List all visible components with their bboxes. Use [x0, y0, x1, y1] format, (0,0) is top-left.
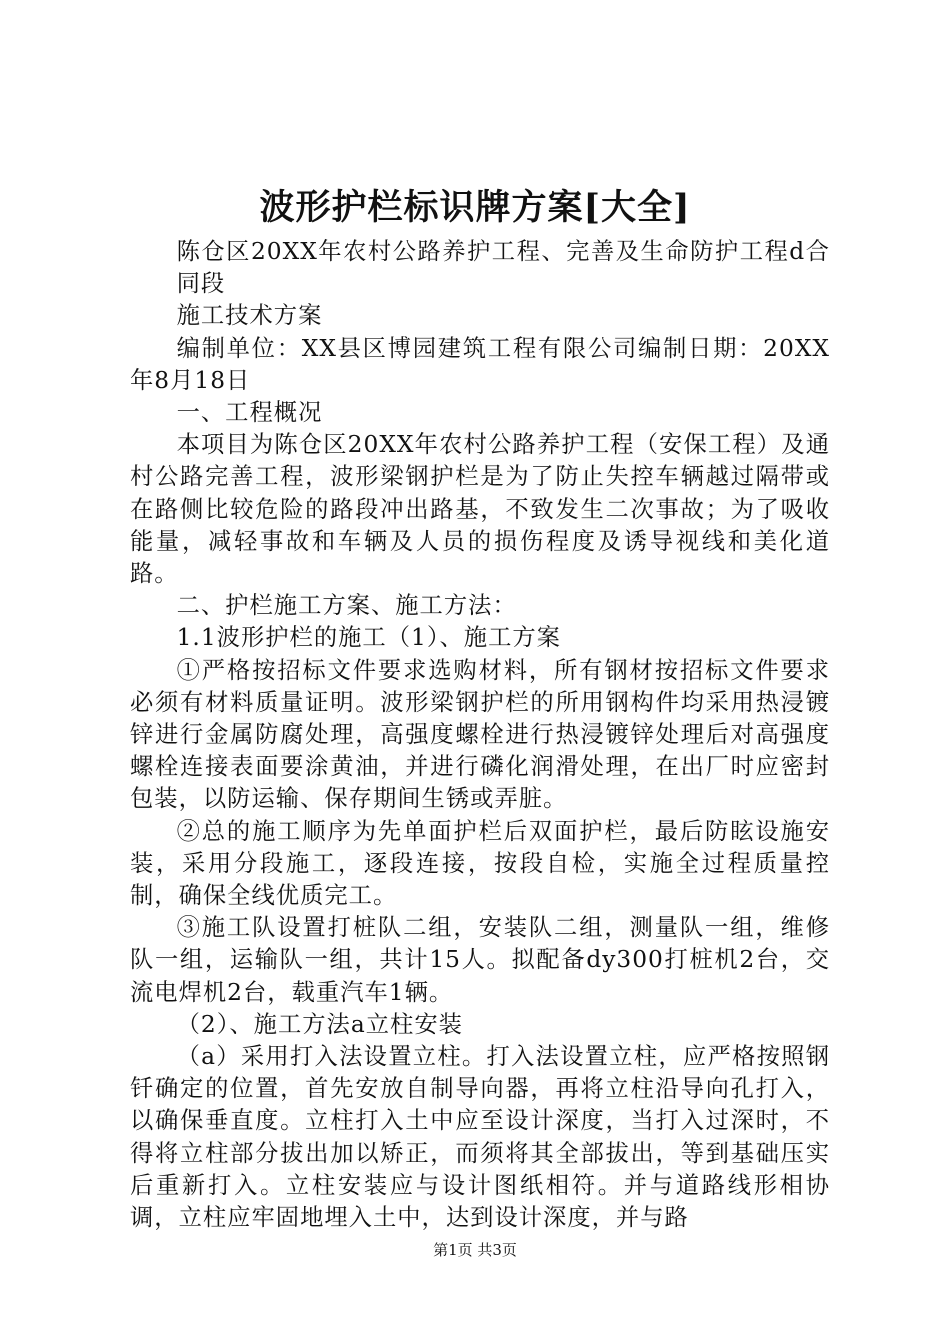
paragraph-project-name: 陈仓区20XX年农村公路养护工程、完善及生命防护工程d合同段 — [176, 238, 830, 298]
document-body — [130, 236, 830, 1234]
subheading-construction-method: （2）、施工方法a立柱安装 — [176, 1010, 463, 1038]
paragraph-item-2: ②总的施工顺序为先单面护栏后双面护栏，最后防眩设施安装，采用分段施工，逐段连接，按段自检，实施全过程质量控制，确保全线优质完工。 — [130, 817, 830, 910]
subheading-guardrail-construction: 1.1波形护栏的施工（1）、施工方案 — [176, 624, 561, 652]
page-footer: 第1页 共3页 — [433, 1241, 517, 1259]
paragraph-overview: 本项目为陈仓区20XX年农村公路养护工程（安保工程）及通村公路完善工程，波形梁钢护栏是为了防止失控车辆越过隔带或在路侧比较危险的路段冲出路基，不致发生二次事故；为了吸收能量，减轻事故和车辆及人员的损伤程度及诱导视线和美化道路。 — [130, 431, 830, 588]
heading-construction-plan: 二、护栏施工方案、施工方法： — [176, 592, 517, 620]
paragraph-item-3: ③施工队设置打桩队二组，安装队二组，测量队一组，维修队一组，运输队一组，共计15人。拟配备dy300打桩机2台，交流电焊机2台，载重汽车1辆。 — [130, 914, 830, 1006]
paragraph-post-installation: （a）采用打入法设置立柱。打入法设置立柱，应严格按照钢钎确定的位置，首先安放自制导向器，再将立柱沿导向孔打入，以确保垂直度。立柱打入土中应至设计深度，当打入过深时，不得将立柱部分拔出加以矫正，而须将其全部拔出，等到基础压实后重新打入。立柱安装应与设计图纸相符。并与道路线形相协调，立柱应牢固地埋入土中，达到设计深度，并与路 — [130, 1043, 830, 1232]
paragraph-item-1: ①严格按招标文件要求选购材料，所有钢材按招标文件要求必须有材料质量证明。波形梁钢护栏的所用钢构件均采用热浸镀锌进行金属防腐处理，高强度螺栓进行热浸镀锌处理后对高强度螺栓连接表面要涂黄油，并进行磷化润滑处理，在出厂时应密封包装，以防运输、保存期间生锈或弄脏。 — [130, 656, 830, 813]
heading-overview: 一、工程概况 — [176, 399, 323, 427]
document-title: 波形护栏标识牌方案[大全] — [259, 187, 691, 228]
paragraph-author-date: 编制单位：XX县区博园建筑工程有限公司编制日期：20XX年8月18日 — [130, 334, 830, 394]
paragraph-plan-title: 施工技术方案 — [176, 302, 323, 330]
